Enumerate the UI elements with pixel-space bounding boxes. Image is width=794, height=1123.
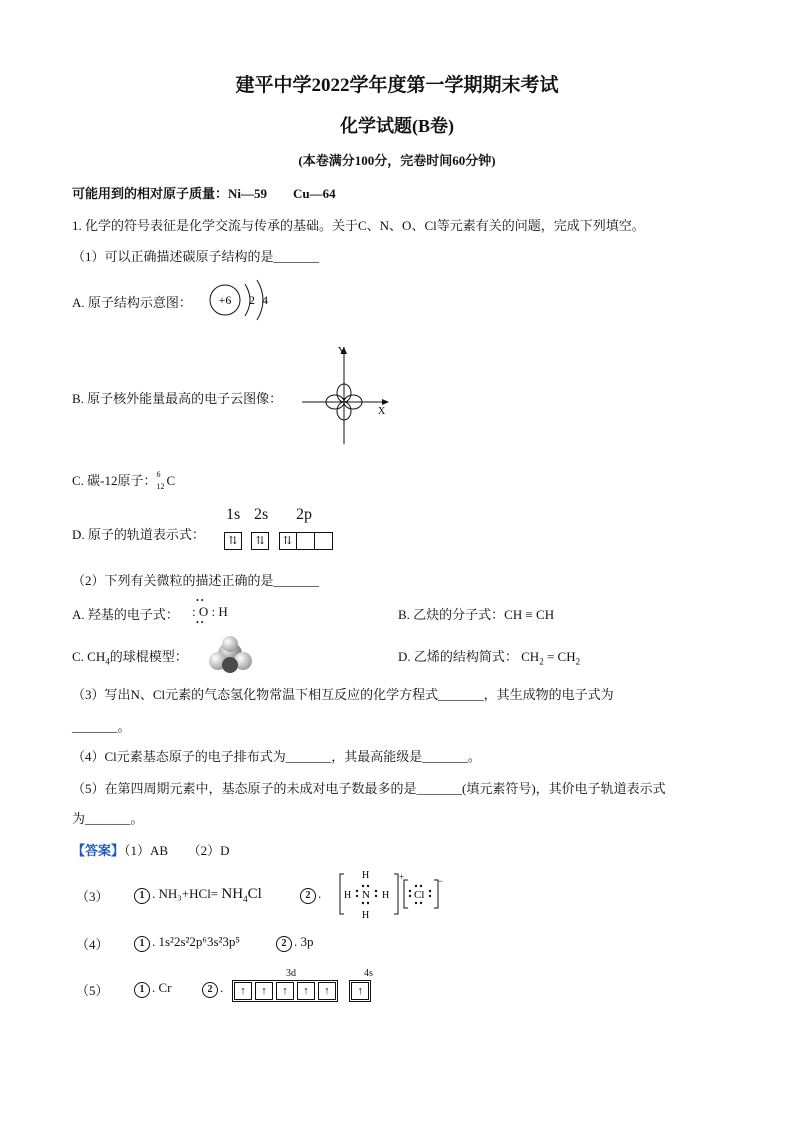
q1-part3-line2: _______。 xyxy=(72,719,131,734)
dots-top: •• xyxy=(196,596,206,605)
ammonium-chloride-electron-formula xyxy=(336,866,446,922)
hydroxyl-formula: : O : H xyxy=(192,604,228,619)
axis-y-label: Y xyxy=(338,346,346,357)
q1-p2-opt-c: C. $CH_4$的球棍模型： xyxy=(72,649,188,667)
shell1-electrons: 2 xyxy=(249,293,255,307)
q1-opt-d-label: D. 原子的轨道表示式： xyxy=(72,527,205,542)
q1-p2-opt-b: B. 乙炔的分子式：CH ≡ CH xyxy=(398,607,555,622)
svg-text:H: H xyxy=(344,890,352,901)
shell2-electrons: 4 xyxy=(262,293,268,307)
answer-5-n2: 2 . xyxy=(202,980,223,998)
svg-text:H: H xyxy=(362,910,370,921)
electron-cloud-diagram xyxy=(298,344,394,446)
orbital-3d-label: 3d xyxy=(286,968,296,979)
q1-part1: （1）可以正确描述碳原子结构的是_______ xyxy=(72,249,320,264)
valence-orbital-boxes: ↑ ↑ ↑ ↑ ↑ ↑ xyxy=(232,980,371,1002)
answer-4-label: （4） xyxy=(76,937,109,952)
answer-3-n2: 2 . xyxy=(300,886,321,904)
atomic-masses: 可能用到的相对原子质量：Ni—59 Cu—64 xyxy=(72,186,336,201)
svg-text:−: − xyxy=(438,876,444,886)
q1-opt-a-label: A. 原子结构示意图： xyxy=(72,295,192,310)
exam-info: (本卷满分100分，完卷时间60分钟) xyxy=(298,153,496,168)
nucleus-charge: +6 xyxy=(218,293,232,307)
q1-part2: （2）下列有关微粒的描述正确的是_______ xyxy=(72,573,320,588)
svg-text:H: H xyxy=(382,890,390,901)
svg-text:+: + xyxy=(399,872,405,882)
answer-5-element: 1 . Cr xyxy=(134,980,172,998)
orbital-2s-label: 2s xyxy=(254,506,269,523)
answer-3-label: （3） xyxy=(76,889,109,904)
answer-4-level: 2 . 3p xyxy=(276,934,314,952)
q1-p2-opt-d: D. 乙烯的结构简式： $CH_2 = CH_2$ xyxy=(398,649,581,667)
answer-4-config: 1 . 1s²2s²2p⁶3s²3p⁵ xyxy=(134,934,240,952)
exam-title: 建平中学2022学年度第一学期期末考试 xyxy=(235,75,559,96)
svg-text:Cl: Cl xyxy=(414,889,425,901)
orbital-2p-label: 2p xyxy=(296,506,312,523)
answer-tag: 【答案】 xyxy=(72,843,125,858)
answer-5-label: （5） xyxy=(76,983,109,998)
q1-part5-line1: （5）在第四周期元素中，基态原子的未成对电子数最多的是_______(填元素符号)，其价电子轨道表示式 xyxy=(72,781,666,796)
axis-x-label: X xyxy=(378,406,386,417)
atom-structure-diagram xyxy=(205,278,275,322)
q1-part5-line2: 为_______。 xyxy=(72,811,144,826)
answer-3-equation: 1 . $NH_3+HCl= NH_4Cl$ xyxy=(134,886,262,904)
q1-p2-opt-a-label: A. 羟基的电子式： xyxy=(72,607,179,622)
mass-number-top: 6 xyxy=(156,470,161,480)
answer-summary: 【答案】（1）AB （2）D xyxy=(72,843,230,858)
q1-part4: （4）Cl元素基态原子的电子排布式为_______，其最高能级是_______。 xyxy=(72,749,481,764)
q1-part3-line1: （3）写出N、Cl元素的气态氢化物常温下相互反应的化学方程式_______，其生成物的电子式为 xyxy=(72,687,614,702)
svg-text:N: N xyxy=(362,889,370,901)
q1-opt-b-label: B. 原子核外能量最高的电子云图像： xyxy=(72,391,283,406)
methane-model-image xyxy=(206,634,256,674)
orbital-1s-label: 1s xyxy=(226,506,241,523)
orbital-boxes: ⇅ ⇅ ⇅ xyxy=(224,532,333,550)
dots-bottom: •• xyxy=(196,618,206,627)
svg-text:H: H xyxy=(362,870,370,881)
exam-subtitle: 化学试题(B卷) xyxy=(340,116,454,136)
orbital-4s-label: 4s xyxy=(364,968,373,979)
q1-stem: 1. 化学的符号表征是化学交流与传承的基础。关于C、N、O、Cl等元素有关的问题，完成下列填空。 xyxy=(72,218,645,233)
mass-number-bottom: 12 xyxy=(156,482,165,492)
q1-opt-c: C. 碳-12原子： 6 12 C xyxy=(72,470,176,492)
